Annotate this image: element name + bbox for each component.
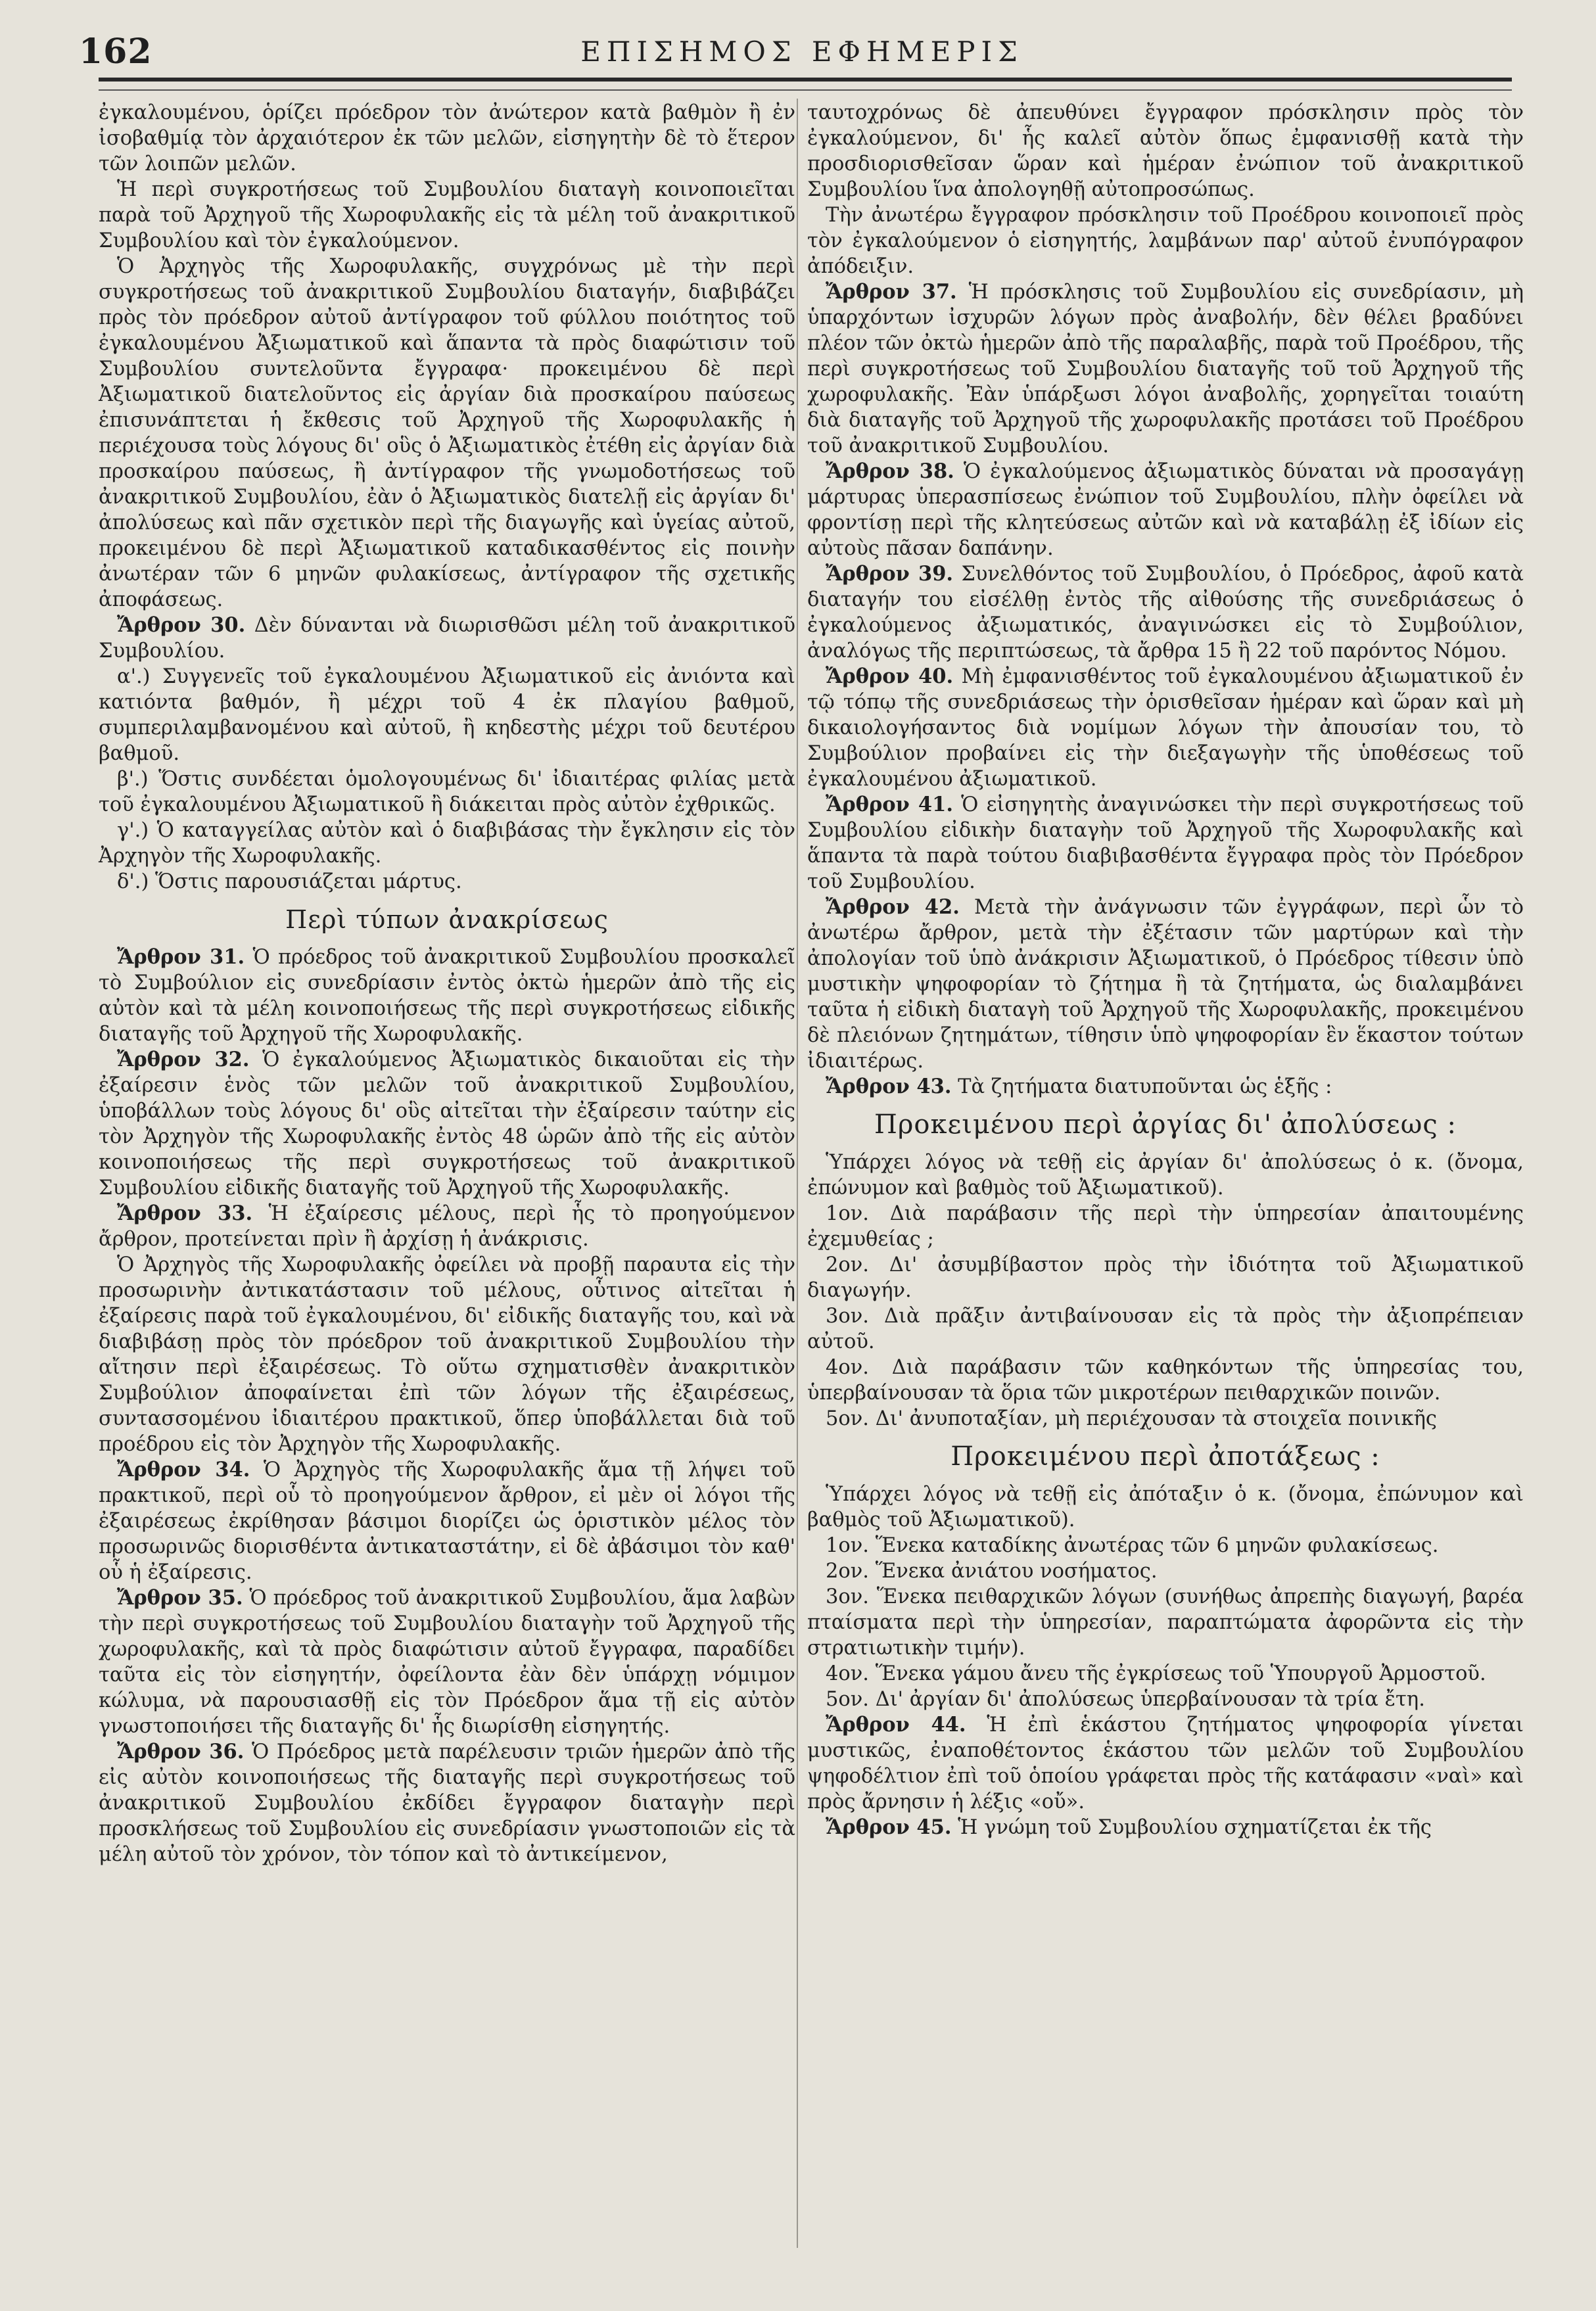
article-33 [99, 1201, 795, 1252]
list-item: 3ον. Ἕνεκα πειθαρχικῶν λόγων (συνήθως ἀπρεπὴς διαγωγή, βαρέα πταίσματα περὶ τὴν ὑπηρεσίαν, παραπτώματα ἀφορῶντα εἰς τὴν στρατιωτικὴν τιμήν). [807, 1585, 1524, 1660]
paragraph: Ὑπάρχει λόγος νὰ τεθῇ εἰς ἀπόταξιν ὁ κ. (ὄνομα, ἐπώνυμον καὶ βαθμὸς τοῦ Ἀξιωματικοῦ). [807, 1483, 1524, 1531]
article-37 [807, 279, 1524, 459]
list-item: δ'.) Ὅστις παρουσιάζεται μάρτυς. [117, 870, 462, 893]
paragraph: Ὑπάρχει λόγος νὰ τεθῇ εἰς ἀργίαν δι' ἀπολύσεως ὁ κ. (ὄνομα, ἐπώνυμον καὶ βαθμὸς τοῦ Ἀξιωματικοῦ). [807, 1151, 1524, 1200]
running-title: ΕΠΙΣΗΜΟΣ ΕΦΗΜΕΡΙΣ [580, 35, 1023, 68]
article-40 [807, 664, 1524, 792]
paragraph: ταυτοχρόνως δὲ ἀπευθύνει ἔγγραφον πρόσκλησιν πρὸς τὸν ἐγκαλούμενον, δι' ἧς καλεῖ αὐτὸν ὅπως ἐμφανισθῇ κατὰ τὴν προσδιορισθεῖσαν ὥραν καὶ ἡμέραν ἐνώπιον τοῦ ἀνακριτικοῦ Συμβουλίου ἵνα ἀπολογηθῇ αὐτοπροσώπως. [807, 101, 1524, 201]
article-text: Μὴ ἐμφανισθέντος τοῦ ἐγκαλουμένου ἀξιωματικοῦ ἐν τῷ τόπῳ τῆς συνεδριάσεως τὴν ὁρισθεῖσαν ἡμέραν καὶ ὥραν καὶ μὴ δικαιολογήσαντος διὰ νομίμων λόγων τὴν ἀπουσίαν του, τὸ Συμβούλιον προβαίνει εἰς τὴν διεξαγωγὴν τῆς ὑποθέσεως τοῦ ἐγκαλουμένου ἀξιωματικοῦ. [807, 665, 1524, 791]
article-number: Ἄρθρον 34. [117, 1458, 250, 1482]
article-number: Ἄρθρον 45. [826, 1815, 952, 1839]
article-text: Ἡ ἐπὶ ἑκάστου ζητήματος ψηφοφορία γίνεται μυστικῶς, ἐναποθέτοντος ἑκάστου τῶν μελῶν τοῦ Συμβουλίου ψηφοδέλτιον ἐπὶ τοῦ ὁποίου γράφεται πρὸς τῆς κατάφασιν «ναὶ» καὶ πρὸς ἄρνησιν ἡ λέξις «οὔ». [807, 1714, 1524, 1813]
article-number: Ἄρθρον 33. [117, 1202, 253, 1225]
section-heading: Προκειμένου περὶ ἀποτάξεως : [951, 1441, 1380, 1472]
paragraph: Ὁ Ἀρχηγὸς τῆς Χωροφυλακῆς ὀφείλει νὰ προβῇ παραυτα εἰς τὴν προσωρινὴν ἀντικατάστασιν τοῦ μέλους, οὗτινος αἰτεῖται ἡ ἐξαίρεσις παρὰ τοῦ ἐγκαλουμένου, δι' εἰδικῆς διαταγῆς του, καὶ νὰ διαβιβάσῃ πρὸς τὸν πρόεδρον τοῦ ἀνακριτικοῦ Συμβουλίου τὴν αἴτησιν περὶ ἐξαιρέσεως. Τὸ οὕτω σχηματισθὲν ἀνακριτικὸν Συμβούλιον ἀποφαίνεται ἐπὶ τῶν λόγων τῆς ἐξαιρέσεως, συντασσομένου ἰδιαιτέρου πρακτικοῦ, ὅπερ ὑποβάλλεται διὰ τοῦ προέδρου εἰς τὸν Ἀρχηγὸν τῆς Χωροφυλακῆς. [99, 1253, 795, 1456]
article-number: Ἄρθρον 42. [826, 895, 960, 919]
article-45 [807, 1815, 1524, 1840]
article-42 [807, 895, 1524, 1074]
article-text: Ἡ γνώμη τοῦ Συμβουλίου σχηματίζεται ἐκ τῆς [958, 1816, 1432, 1839]
article-44 [807, 1712, 1524, 1815]
right-column [807, 100, 1524, 1840]
page-header [79, 32, 1525, 71]
article-34 [99, 1457, 795, 1585]
article-number: Ἄρθρον 40. [826, 665, 954, 688]
article-43 [807, 1074, 1524, 1100]
article-number: Ἄρθρον 41. [826, 793, 953, 816]
header-rule [99, 78, 1512, 91]
article-31 [99, 945, 795, 1047]
article-text: Ὁ Πρόεδρος μετὰ παρέλευσιν τριῶν ἡμερῶν ἀπὸ τῆς εἰς αὐτὸν κοινοποιήσεως τῆς διαταγῆς περὶ συγκροτήσεως τοῦ ἀνακριτικοῦ Συμβουλίου ἐκδίδει ἔγγραφον διαταγὴν περὶ προσκλήσεως τοῦ Συμβουλίου εἰς συνεδρίασιν γνωστοποιῶν εἰς τὰ μέλη αὐτοῦ τὸν χρόνον, τὸν τόπον καὶ τὸ ἀντικείμενον, [99, 1740, 795, 1866]
article-text: Ὁ Ἀρχηγὸς τῆς Χωροφυλακῆς ἅμα τῇ λήψει τοῦ πρακτικοῦ, περὶ οὗ τὸ προηγούμενον ἄρθρον, εἰ μὲν οἱ λόγοι τῆς ἐξαιρέσεως ἐκρίθησαν βάσιμοι διορίζει ὡς ὁριστικὸν μέλος τὸν προσωρινῶς διορισθέντα ἀντικαταστάτην, εἰ δὲ ἀβάσιμοι τὸν καθ' οὗ ἡ ἐξαίρεσις. [99, 1459, 795, 1584]
paragraph: Τὴν ἀνωτέρω ἔγγραφον πρόσκλησιν τοῦ Προέδρου κοινοποιεῖ πρὸς τὸν ἐγκαλούμενον ὁ εἰσηγητής, λαμβάνων παρ' αὐτοῦ ἐνυπόγραφον ἀπόδειξιν. [807, 204, 1524, 278]
paragraph: Ἡ περὶ συγκροτήσεως τοῦ Συμβουλίου διαταγὴ κοινοποιεῖται παρὰ τοῦ Ἀρχηγοῦ τῆς Χωροφυλακῆς εἰς τὰ μέλη τοῦ ἀνακριτικοῦ Συμβουλίου καὶ τὸν ἐγκαλούμενον. [99, 178, 795, 252]
article-text: Ὁ πρόεδρος τοῦ ἀνακριτικοῦ Συμβουλίου προσκαλεῖ τὸ Συμβούλιον εἰς συνεδρίασιν ἐντὸς ὀκτὼ ἡμερῶν ἀπὸ τῆς εἰς αὐτὸν καὶ τὰ μέλη κοινοποιήσεως τῆς περὶ συγκροτήσεως εἰδικῆς διαταγῆς τοῦ Ἀρχηγοῦ τῆς Χωροφυλακῆς. [99, 946, 795, 1046]
article-38 [807, 459, 1524, 561]
list-item: 1ον. Ἕνεκα καταδίκης ἀνωτέρας τῶν 6 μηνῶν φυλακίσεως. [826, 1534, 1439, 1557]
article-number: Ἄρθρον 30. [117, 613, 246, 637]
article-text: Ἡ πρόσκλησις τοῦ Συμβουλίου εἰς συνεδρίασιν, μὴ ὑπαρχόντων ἰσχυρῶν λόγων πρὸς ἀναβολήν, δὲν θέλει βραδύνει πλέον τῶν ὀκτὼ ἡμερῶν ἀπὸ τῆς παραλαβῆς, παρὰ τοῦ Προέδρου, τῆς περὶ συγκροτήσεως τοῦ Συμβουλίου διαταγῆς τοῦ τοῦ Ἀρχηγοῦ τῆς χωροφυλακῆς. Ἐὰν ὑπάρξωσι λόγοι ἀναβολῆς, χορηγεῖται τοιαύτη διὰ διαταγῆς τοῦ Ἀρχηγοῦ τῆς χωροφυλακῆς προτάσει τοῦ Προέδρου τοῦ ἀνακριτικοῦ Συμβουλίου. [807, 281, 1524, 457]
article-text: Ὁ ἐγκαλούμενος ἀξιωματικὸς δύναται νὰ προσαγάγῃ μάρτυρας ὑπερασπίσεως ἐνώπιον τοῦ Συμβουλίου, πλὴν ὀφείλει νὰ φροντίσῃ περὶ τῆς κλητεύσεως αὐτῶν καὶ νὰ καταβάλῃ ἐξ ἰδίων εἰς αὐτοὺς πᾶσαν δαπάνην. [807, 460, 1524, 560]
left-column [99, 100, 795, 1867]
article-text: Μετὰ τὴν ἀνάγνωσιν τῶν ἐγγράφων, περὶ ὧν τὸ ἀνωτέρω ἄρθρον, μετὰ τὴν ἐξέτασιν τῶν μαρτύρων καὶ τὴν ἀπολογίαν τοῦ ὑπὸ ἀνάκρισιν Ἀξιωματικοῦ, ὁ Πρόεδρος τίθεσιν ὑπὸ μυστικὴν ψηφοφορίαν τὸ ζήτημα ἢ τὰ ζητήματα, ὡς διαλαμβάνει ταῦτα ἡ εἰδικὴ διαταγὴ τοῦ Ἀρχηγοῦ τῆς Χωροφυλακῆς, προκειμένου δὲ πλειόνων ζητημάτων, τίθησιν ὑπὸ ψηφοφορίαν ἓν ἕκαστον τούτων ἰδιαιτέρως. [807, 896, 1524, 1073]
article-number: Ἄρθρον 38. [826, 459, 954, 483]
section-heading: Περὶ τύπων ἀνακρίσεως [285, 905, 609, 934]
article-number: Ἄρθρον 37. [826, 280, 957, 304]
paragraph: Ὁ Ἀρχηγὸς τῆς Χωροφυλακῆς, συγχρόνως μὲ τὴν περὶ συγκροτήσεως τοῦ ἀνακριτικοῦ Συμβουλίου διαταγήν, διαβιβάζει πρὸς τὸν πρόεδρον αὐτοῦ ἀντίγραφον τοῦ φύλλου ποιότητος τοῦ ἐγκαλουμένου Ἀξιωματικοῦ καὶ ἅπαντα τὰ πρὸς διαφώτισιν τοῦ Συμβουλίου συντελοῦντα ἔγγραφα· προκειμένου δὲ περὶ Ἀξιωματικοῦ διατελοῦντος εἰς ἀργίαν διὰ προσκαίρου παύσεως ἐπισυνάπτεται ἡ ἔκθεσις τοῦ Ἀρχηγοῦ τῆς Χωροφυλακῆς ἡ περιέχουσα τοὺς λόγους δι' οὓς ὁ Ἀξιωματικὸς ἐτέθη εἰς ἀργίαν διὰ προσκαίρου παύσεως, ἢ ἀντίγραφον τῆς γνωμοδοτήσεως τοῦ ἀνακριτικοῦ Συμβουλίου, ἐὰν ὁ Ἀξιωματικὸς διατελῇ εἰς ἀργίαν δι' ἀπολύσεως καὶ πᾶν σχετικὸν περὶ τῆς διαγωγῆς καὶ ὑγείας αὐτοῦ, προκειμένου δὲ περὶ Ἀξιωματικοῦ καταδικασθέντος εἰς ποινὴν ἀνωτέραν τῶν 6 μηνῶν φυλακίσεως, ἀντίγραφον τῆς σχετικῆς ἀποφάσεως. [99, 255, 795, 611]
article-30 [99, 613, 795, 664]
article-text: Ὁ εἰσηγητὴς ἀναγινώσκει τὴν περὶ συγκροτήσεως τοῦ Συμβουλίου εἰδικὴν διαταγὴν τοῦ Ἀρχηγοῦ τῆς Χωροφυλακῆς καὶ ἅπαντα τὰ παρὰ τούτου διαβιβασθέντα ἔγγραφα πρὸς τὸν Πρόεδρον τοῦ Συμβουλίου. [807, 793, 1524, 893]
list-item: γ'.) Ὁ καταγγείλας αὐτὸν καὶ ὁ διαβιβάσας τὴν ἔγκλησιν εἰς τὸν Ἀρχηγὸν τῆς Χωροφυλακῆς. [99, 819, 795, 868]
article-text: Ἡ ἐξαίρεσις μέλους, περὶ ἧς τὸ προηγούμενον ἄρθρον, προτείνεται πρὶν ἢ ἀρχίσῃ ἡ ἀνάκρισις. [99, 1202, 795, 1251]
list-item: 3ον. Διὰ πρᾶξιν ἀντιβαίνουσαν εἰς τὰ πρὸς τὴν ἀξιοπρέπειαν αὐτοῦ. [807, 1305, 1524, 1353]
article-text: Τὰ ζητήματα διατυποῦνται ὡς ἑξῆς : [958, 1075, 1332, 1098]
article-number: Ἄρθρον 36. [117, 1740, 245, 1763]
paragraph: ἐγκαλουμένου, ὁρίζει πρόεδρον τὸν ἀνώτερον κατὰ βαθμὸν ἢ ἐν ἰσοβαθμίᾳ τὸν ἀρχαιότερον ἐκ τῶν μελῶν, εἰσηγητὴν δὲ τὸ ἕτερον τῶν λοιπῶν μελῶν. [99, 101, 795, 175]
article-number: Ἄρθρον 31. [117, 945, 245, 969]
article-39 [807, 561, 1524, 664]
article-text: Συνελθόντος τοῦ Συμβουλίου, ὁ Πρόεδρος, ἀφοῦ κατὰ διαταγήν του εἰσέλθῃ ἐντὸς τῆς αἰθούσης τῆς συνεδριάσεως ὁ ἐγκαλούμενος ἀξιωματικός, ἀναγινώσκει εἰς τὸ Συμβούλιον, ἀναλόγως τῆς περιπτώσεως, τὰ ἄρθρα 15 ἢ 22 τοῦ παρόντος Νόμου. [807, 563, 1524, 663]
article-number: Ἄρθρον 39. [826, 562, 954, 586]
section-heading: Προκειμένου περὶ ἀργίας δι' ἀπολύσεως : [874, 1109, 1457, 1140]
article-number: Ἄρθρον 44. [826, 1713, 966, 1737]
article-text: Δὲν δύνανται νὰ διωρισθῶσι μέλη τοῦ ἀνακριτικοῦ Συμβουλίου. [99, 614, 795, 663]
article-41 [807, 792, 1524, 895]
list-item: 2ον. Δι' ἀσυμβίβαστον πρὸς τὴν ἰδιότητα τοῦ Ἀξιωματικοῦ διαγωγήν. [807, 1253, 1524, 1302]
article-35 [99, 1585, 795, 1739]
list-item: 4ον. Διὰ παράβασιν τῶν καθηκόντων τῆς ὑπηρεσίας του, ὑπερβαίνουσαν τὰ ὅρια τῶν μικροτέρων πειθαρχικῶν ποινῶν. [807, 1356, 1524, 1405]
list-item: 4ον. Ἕνεκα γάμου ἄνευ τῆς ἐγκρίσεως τοῦ Ὑπουργοῦ Ἀρμοστοῦ. [826, 1662, 1486, 1685]
list-item: 2ον. Ἕνεκα ἀνιάτου νοσήματος. [826, 1560, 1158, 1583]
article-36 [99, 1739, 795, 1867]
article-number: Ἄρθρον 35. [117, 1586, 243, 1610]
article-number: Ἄρθρον 32. [117, 1048, 250, 1071]
list-item: α'.) Συγγενεῖς τοῦ ἐγκαλουμένου Ἀξιωματικοῦ εἰς ἀνιόντα καὶ κατιόντα βαθμόν, ἢ μέχρι τοῦ 4 ἐκ πλαγίου βαθμοῦ, συμπεριλαμβανομένου καὶ αὐτοῦ, ἢ κηδεστὴς μέχρι τοῦ δευτέρου βαθμοῦ. [99, 665, 795, 765]
list-item: 1ον. Διὰ παράβασιν τῆς περὶ τὴν ὑπηρεσίαν ἀπαιτουμένης ἐχεμυθείας ; [807, 1202, 1524, 1251]
column-divider [797, 99, 798, 2248]
article-32 [99, 1047, 795, 1201]
list-item: 5ον. Δι' ἀργίαν δι' ἀπολύσεως ὑπερβαίνουσαν τὰ τρία ἔτη. [826, 1688, 1425, 1711]
article-text: Ὁ πρόεδρος τοῦ ἀνακριτικοῦ Συμβουλίου, ἅμα λαβὼν τὴν περὶ συγκροτήσεως τοῦ Συμβουλίου διαταγὴν τοῦ Ἀρχηγοῦ τῆς χωροφυλακῆς, καὶ τὰ πρὸς διαφώτισιν αὐτοῦ ἔγγραφα, παραδίδει ταῦτα εἰς τὸν εἰσηγητήν, ὀφείλοντα ἐὰν δὲν ὑπάρχῃ νόμιμον κώλυμα, νὰ παρουσιασθῇ εἰς τὸν Πρόεδρον ἅμα τῇ εἰς αὐτὸν γνωστοποιήσει τῆς διαταγῆς δι' ἧς διωρίσθη εἰσηγητής. [99, 1587, 796, 1738]
list-item: β'.) Ὅστις συνδέεται ὁμολογουμένως δι' ἰδιαιτέρας φιλίας μετὰ τοῦ ἐγκαλουμένου Ἀξιωματικοῦ ἢ διάκειται πρὸς αὐτὸν ἐχθρικῶς. [99, 768, 795, 816]
article-text: Ὁ ἐγκαλούμενος Ἀξιωματικὸς δικαιοῦται εἰς τὴν ἐξαίρεσιν ἑνὸς τῶν μελῶν τοῦ ἀνακριτικοῦ Συμβουλίου, ὑποβάλλων τοὺς λόγους δι' οὓς αἰτεῖται τὴν ἐξαίρεσιν ταύτην εἰς τὸν Ἀρχηγὸν τῆς Χωροφυλακῆς ἐντὸς 48 ὡρῶν ἀπὸ τῆς εἰς αὐτὸν κοινοποιήσεως τῆς περὶ συγκροτήσεως τοῦ ἀνακριτικοῦ Συμβουλίου εἰδικῆς διαταγῆς τοῦ Ἀρχηγοῦ τῆς Χωροφυλακῆς. [99, 1048, 795, 1200]
page-number: 162 [79, 32, 153, 72]
article-number: Ἄρθρον 43. [826, 1075, 952, 1098]
list-item: 5ον. Δι' ἀνυποταξίαν, μὴ περιέχουσαν τὰ στοιχεῖα ποινικῆς [826, 1407, 1437, 1430]
